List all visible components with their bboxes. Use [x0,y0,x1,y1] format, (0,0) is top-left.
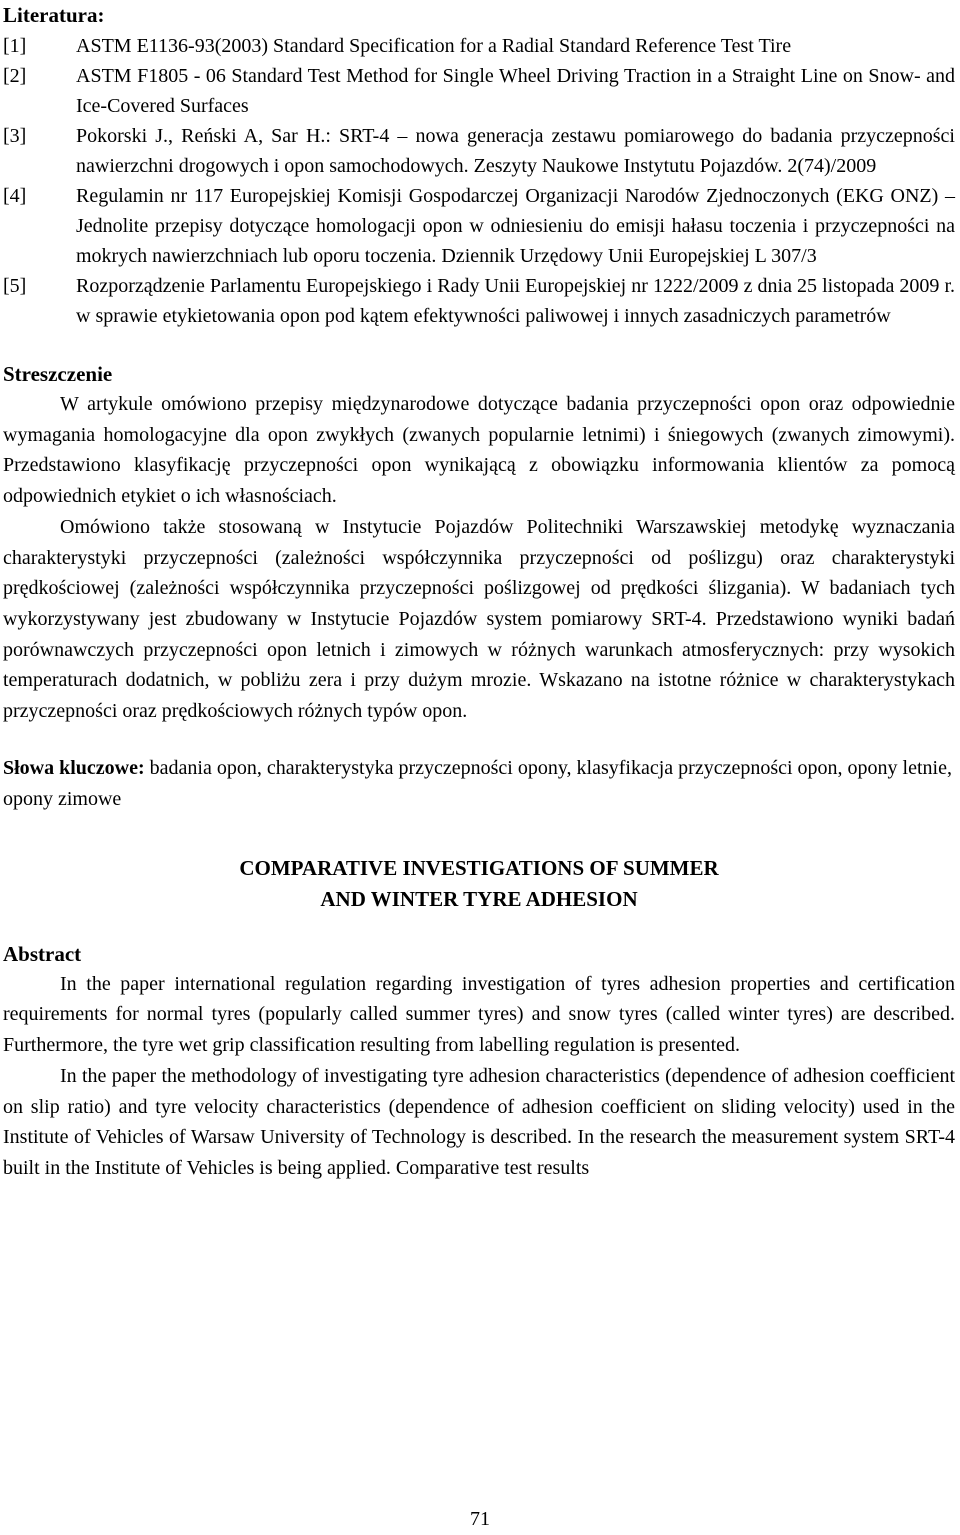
reference-item [3,271,955,331]
english-title [3,853,955,915]
literature-heading: Literatura: [3,3,105,27]
reference-number: [1] [3,35,27,57]
reference-number: [3] [3,125,27,147]
reference-item [3,181,955,271]
streszczenie-section [3,359,955,727]
reference-text: Rozporządzenie Parlamentu Europejskiego i Rady Unii Europejskiej nr 1222/2009 z dnia 25 listopada 2009 r. w sprawie etykietowania opon pod kątem efektywności paliwowej i innych zasadniczych parametrów [76,275,955,327]
keywords-text: badania opon, charakterystyka przyczepności opony, klasyfikacja przyczepności opon, opony letnie, opony zimowe [3,756,952,810]
abstract-paragraph: In the paper international regulation regarding investigation of tyres adhesion properties and certification requirements for normal tyres (popularly called summer tyres) and snow tyres (called winter tyres) are described. Furthermore, the tyre wet grip classification resulting from labelling regulation is presented. [3,972,955,1057]
reference-text: ASTM F1805 - 06 Standard Test Method for Single Wheel Driving Traction in a Straight Line on Snow- and Ice-Covered Surfaces [76,65,955,117]
abstract-section [3,939,955,1184]
reference-item [3,31,955,61]
reference-list [3,31,955,331]
document-page [3,0,955,1184]
english-title-line: COMPARATIVE INVESTIGATIONS OF SUMMER [239,855,719,880]
reference-text: Regulamin nr 117 Europejskiej Komisji Gospodarczej Organizacji Narodów Zjednoczonych (EKG ONZ) – Jednolite przepisy dotyczące homologacji opon w odniesieniu do emisji hałasu toczenia i przyczepności na mokrych nawierzchniach lub oporu toczenia. Dziennik Urzędowy Unii Europejskiej L 307/3 [76,185,955,267]
english-title-line: AND WINTER TYRE ADHESION [320,886,638,911]
reference-number: [5] [3,275,27,297]
abstract-paragraph: In the paper the methodology of investigating tyre adhesion characteristics (dependence of adhesion coefficient on slip ratio) and tyre velocity characteristics (dependence of adhesion coefficient on sliding velocity) used in the Institute of Vehicles of Warsaw University of Technology is described. In the research the measurement system SRT-4 built in the Institute of Vehicles is being applied. Comparative test results [3,1064,955,1179]
reference-item [3,121,955,181]
reference-text: ASTM E1136-93(2003) Standard Specification for a Radial Standard Reference Test Tire [76,35,792,57]
reference-number: [2] [3,65,27,87]
streszczenie-heading: Streszczenie [3,362,113,386]
keywords [3,753,955,815]
keywords-label: Słowa kluczowe: [3,756,145,779]
reference-number: [4] [3,185,27,207]
streszczenie-paragraph: W artykule omówiono przepisy międzynarodowe dotyczące badania przyczepności opon oraz odpowiednie wymagania homologacyjne dla opon zwykłych (zwanych popularnie letnimi) i śniegowych (zwanych zimowymi). Przedstawiono klasyfikację przyczepności opon wynikającą z obowiązku informowania klientów za pomocą odpowiednich etykiet o ich własnościach. [3,393,955,508]
reference-text: Pokorski J., Reński A, Sar H.: SRT-4 – nowa generacja zestawu pomiarowego do badania przyczepności nawierzchni drogowych i opon samochodowych. Zeszyty Naukowe Instytutu Pojazdów. 2(74)/2009 [76,125,955,177]
page-number: 71 [470,1508,490,1530]
abstract-heading: Abstract [3,941,82,966]
reference-item [3,61,955,121]
streszczenie-paragraph: Omówiono także stosowaną w Instytucie Pojazdów Politechniki Warszawskiej metodykę wyznaczania charakterystyki przyczepności (zależności współczynnika przyczepności od poślizgu) oraz charakterystyki prędkościowej (zależności współczynnika przyczepności poślizgowej od prędkości ślizgania). W badaniach tych wykorzystywany jest zbudowany w Instytucie Pojazdów system pomiarowy SRT-4. Przedstawiono wyniki badań porównawczych przyczepności opon letnich i zimowych w różnych warunkach atmosferycznych: przy wysokich temperaturach dodatnich, w pobliżu zera i przy dużym mrozie. Wskazano na istotne różnice w charakterystykach przyczepności oraz prędkościowych różnych typów opon. [3,515,955,723]
